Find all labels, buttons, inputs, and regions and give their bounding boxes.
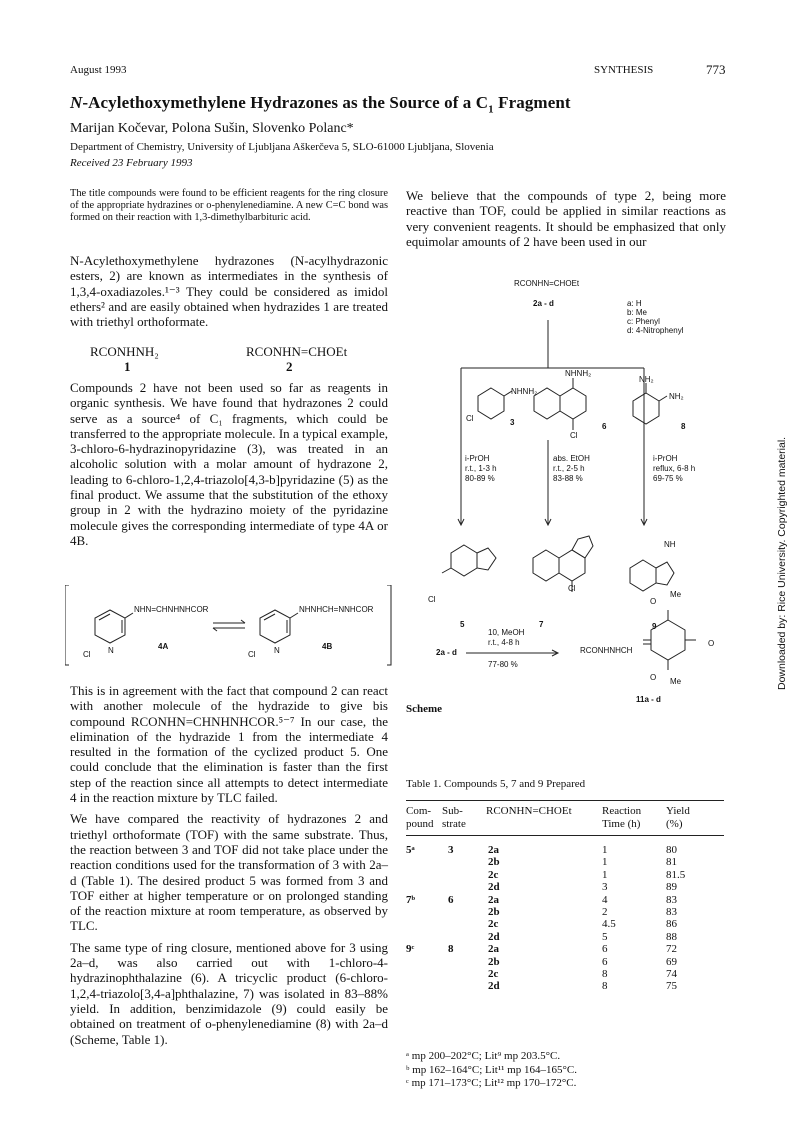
table-cell: 2c <box>488 918 499 931</box>
table-rule-header <box>406 835 724 836</box>
table-cell: 2 <box>602 906 608 918</box>
table-header-cell: Yield (%) <box>666 805 690 830</box>
s3-cl: Cl <box>466 414 474 423</box>
p9-num: 9 <box>652 622 657 631</box>
table-cell: 81 <box>666 856 677 869</box>
cl-4a: Cl <box>83 650 91 659</box>
table-cell: 5 <box>602 930 608 943</box>
table-caption: Table 1. Compounds 5, 7 and 9 Prepared <box>406 778 586 790</box>
table-cell: 8 <box>602 968 608 980</box>
table-header <box>406 805 724 835</box>
table-cell: 2d <box>488 930 500 943</box>
table-cell: 5ᵃ <box>406 844 415 856</box>
table-cell: 80 <box>666 844 677 856</box>
paragraph: This is in agreement with the fact that compound 2 can react with another molecule of the hydrazide to give bis compound RCONHN=CHNHNHCOR.⁵⁻⁷ In our case, the elimination of the hydrazide 1 from the intermediate 4 resulted in the formation of the cyclized product 5. One could conclude that the elimination is faster than the first step of the reaction since all attempts to detect intermediate 4 in the reaction mixture by TLC failed. <box>70 683 388 806</box>
table-cell: 6 <box>448 893 454 906</box>
table-cell: 72 <box>666 943 677 956</box>
table-cell: 3 <box>602 881 608 894</box>
p9-nh: NH <box>664 540 676 549</box>
table-cell: 75 <box>666 980 677 993</box>
intermediates-figure <box>65 585 395 675</box>
r2-yield: 77-80 % <box>488 660 518 669</box>
table-header-cell: RCONHN=CHOEt <box>486 805 572 817</box>
s6-sub: NHNH₂ <box>565 369 592 378</box>
table-row <box>406 894 724 906</box>
s3-num: 3 <box>510 418 515 427</box>
table-cell: 81.5 <box>666 868 686 881</box>
r2-me-bottom: Me <box>670 677 682 686</box>
header-date: August 1993 <box>70 64 127 76</box>
table-rule-top <box>406 800 724 801</box>
footnote: ᵃ mp 200–202°C; Lit⁹ mp 203.5°C. <box>406 1050 561 1062</box>
table-row <box>406 956 724 968</box>
cl-4b: Cl <box>248 650 256 659</box>
table-cell: 8 <box>448 943 454 956</box>
s8-num: 8 <box>681 422 686 431</box>
table-row <box>406 943 724 955</box>
table-cell: 1 <box>602 868 608 881</box>
p5-cl: Cl <box>428 595 436 604</box>
table-header-cell: Reaction Time (h) <box>602 805 642 830</box>
paragraph: Compounds 2 have not been used so far as reagents in organic synthesis. We have found that hydrazones 2 could serve as a source⁴ of C₁ fragments, which could be transferred to the appropriate molecule. In a typical example, 3-chloro-6-hydrazinopyridazine (3), was treated in an alcoholic solution with a molar amount of hydrazone 2, leading to 6-chloro-1,2,4-triazolo[4,3-b]pyridazine (5) as the final product. We assume that the substitution of the ethoxy group in 2 with the hydrazino moiety of the pyridazine molecule gives the corresponding intermediate of type 4A or 4B. <box>70 380 388 548</box>
abstract: The title compounds were found to be efficient reagents for the ring closure of the appropriate hydrazines or o-phenylenediamine. A new C=C bond was formed on their reaction with 1,3-dimethylbarbituric acid. <box>70 188 388 223</box>
table-cell: 69 <box>666 955 677 968</box>
cond1-a: i-PrOH <box>465 454 490 463</box>
cond2-b: r.t., 2-5 h <box>553 464 585 473</box>
cond1-c: 80-89 % <box>465 474 495 483</box>
cond3-c: 69-75 % <box>653 474 683 483</box>
table-row <box>406 856 724 868</box>
r2-left: 2a - d <box>436 648 457 657</box>
r2-o-right: O <box>708 639 715 648</box>
received-date: Received 23 February 1993 <box>70 157 193 169</box>
header-journal: SYNTHESIS <box>594 64 654 76</box>
r2-product: RCONHNHCH <box>580 646 633 655</box>
scheme-caption: Scheme <box>406 703 443 715</box>
table-row <box>406 906 724 918</box>
table-cell: 1 <box>602 856 608 869</box>
table-row <box>406 918 724 930</box>
download-watermark: Downloaded by: Rice University. Copyrighted material. <box>776 436 788 690</box>
table-cell: 2d <box>488 980 500 993</box>
paragraph: We have compared the reactivity of hydrazones 2 and triethyl orthoformate (TOF) with the same substrate. Thus, the reaction between 3 and TOF did not take place under the reaction conditions used for the transformation of 3 with 2a–d (Table 1). The desired product 5 was formed from 3 and TOF either at higher temperature or on prolonged standing of the reaction mixture at room temperature, as observed by TLC. <box>70 811 388 934</box>
s6-num: 6 <box>602 422 607 431</box>
cond2-a: abs. EtOH <box>553 454 590 463</box>
table-cell: 4.5 <box>602 918 616 931</box>
formula-2: RCONHN=CHOEt <box>246 344 348 359</box>
table-cell: 4 <box>602 893 608 906</box>
s8-sub2: NH₂ <box>669 392 684 401</box>
table-cell: 83 <box>666 906 677 918</box>
sub-4b: NHNHCH=NNHCOR <box>299 605 374 614</box>
table-cell: 8 <box>602 980 608 993</box>
s3-sub: NHNH₂ <box>511 387 538 396</box>
label-4a: 4A <box>158 642 169 651</box>
scheme-r-d: d: 4-Nitrophenyl <box>627 326 684 335</box>
table-footnotes <box>406 1050 577 1091</box>
left-column-3 <box>70 683 388 1053</box>
table-cell: 6 <box>602 943 608 956</box>
table-row <box>406 844 724 856</box>
p7-cl: Cl <box>568 584 576 593</box>
table-row <box>406 980 724 992</box>
p7-num: 7 <box>539 620 544 629</box>
paragraph: N-Acylethoxymethylene hydrazones (N-acylhydrazonic esters, 2) are known as intermediates in the synthesis of 1,3,4-oxadiazoles.¹⁻³ They could be considered as imidol ethers² and are easily obtained when hydrazides 1 are treated with triethyl orthoformate. <box>70 253 388 330</box>
r2-num: 11a - d <box>636 695 661 704</box>
table-cell: 7ᵇ <box>406 893 416 906</box>
sub-4a: NHN=CHNHNHCOR <box>134 605 209 614</box>
table-row <box>406 869 724 881</box>
cond1-b: r.t., 1-3 h <box>465 464 497 473</box>
label-4b: 4B <box>322 642 333 651</box>
table-cell: 86 <box>666 918 677 931</box>
formula-1: RCONHNH₂ <box>90 344 159 359</box>
formula-2-number: 2 <box>286 359 293 374</box>
table-cell: 2c <box>488 968 499 980</box>
scheme-reagent-label: 2a - d <box>533 299 554 308</box>
table-cell: 2d <box>488 881 500 894</box>
table-cell: 3 <box>448 844 454 856</box>
s8-sub1: NH₂ <box>639 375 654 384</box>
r2-o-bottom: O <box>650 673 657 682</box>
table-cell: 89 <box>666 881 677 894</box>
cond2-c: 83-88 % <box>553 474 583 483</box>
table-cell: 2c <box>488 868 499 881</box>
table-cell: 2a <box>488 844 499 856</box>
table-cell: 2b <box>488 856 500 869</box>
r2-cond: r.t., 4-8 h <box>488 638 520 647</box>
left-column <box>70 253 388 335</box>
footnote: ᵇ mp 162–164°C; Lit¹¹ mp 164–165°C. <box>406 1063 577 1076</box>
right-column <box>406 188 726 255</box>
table-cell: 2b <box>488 955 500 968</box>
table-cell: 83 <box>666 893 677 906</box>
cond3-a: i-PrOH <box>653 454 678 463</box>
table-cell: 2b <box>488 906 500 918</box>
article-title: N-Acylethoxymethylene Hydrazones as the Source of a $C_1$ Fragment <box>70 93 571 116</box>
table-header-cell: Com- pound <box>406 805 434 830</box>
table-cell: 2a <box>488 893 499 906</box>
table-header-cell: Sub- strate <box>442 805 466 830</box>
scheme-r-c: c: Phenyl <box>627 317 660 326</box>
table-row <box>406 931 724 943</box>
authors: Marijan Kočevar, Polona Sušin, Slovenko Polanc* <box>70 121 354 136</box>
footnote: ᶜ mp 171–173°C; Lit¹² mp 170–172°C. <box>406 1077 577 1089</box>
r2-me-top: Me <box>670 590 682 599</box>
scheme-r-a: a: H <box>627 299 642 308</box>
paragraph: The same type of ring closure, mentioned above for 3 using 2a–d, was also carried out with 1-chloro-4-hydrazinophthalazine (6). A tricyclic product (6-chloro-1,2,4-triazolo[3,4-a]phthalazine, 7) was isolated in 83–88% yield. In addition, benzimidazole (9) could easily be obtained on treatment of o-phenylenediamine (8) with 2a–d (Scheme, Table 1). <box>70 939 388 1047</box>
table-cell: 1 <box>602 844 608 856</box>
p5-num: 5 <box>460 620 465 629</box>
table-cell: 74 <box>666 968 677 980</box>
formula-1-number: 1 <box>124 359 131 374</box>
table-cell: 88 <box>666 930 677 943</box>
n-4a: N <box>108 646 114 655</box>
n-4b: N <box>274 646 280 655</box>
paragraph: We believe that the compounds of type 2, being more reactive than TOF, could be applied in similar reactions as very convenient reagents. It should be emphasized that only equimolar amounts of 2 have been used in our <box>406 188 726 249</box>
table-cell: 6 <box>602 955 608 968</box>
scheme-r-b: b: Me <box>627 308 648 317</box>
table-cell: 9ᶜ <box>406 943 415 956</box>
r2-reagent: 10, MeOH <box>488 628 525 637</box>
table-row <box>406 881 724 893</box>
s6-cl: Cl <box>570 431 578 440</box>
table-cell: 2a <box>488 943 499 956</box>
header-page: 773 <box>706 62 726 77</box>
table-row <box>406 968 724 980</box>
left-column-2 <box>70 380 388 554</box>
cond3-b: reflux, 6-8 h <box>653 464 696 473</box>
affiliation: Department of Chemistry, University of Ljubljana Aškerčeva 5, SLO-61000 Ljubljana, Slovenia <box>70 141 494 153</box>
r2-o-top: O <box>650 597 657 606</box>
scheme-reagent: RCONHN=CHOEt <box>514 279 580 288</box>
